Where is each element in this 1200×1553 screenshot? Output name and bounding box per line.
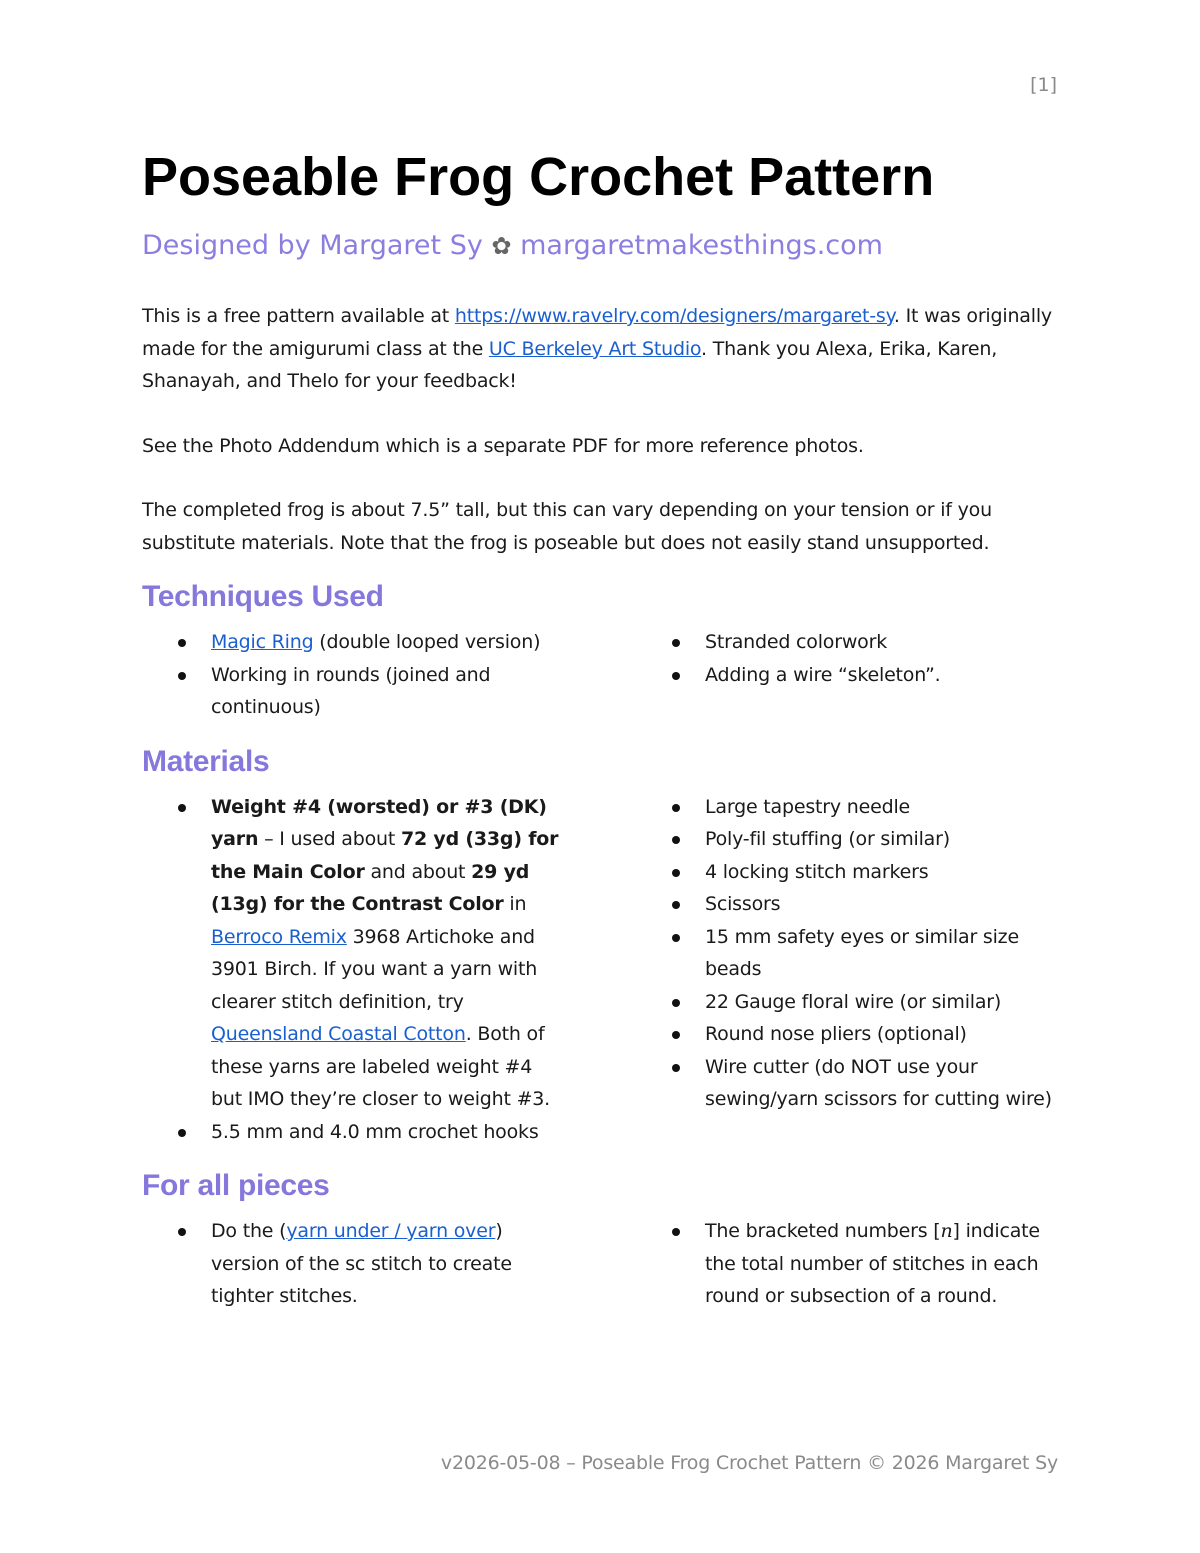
intro-text: . It was originally made for the amigurumi class at the [142,305,1052,360]
list-item [142,1116,561,1149]
bullet-icon [672,1228,680,1236]
list-item-text: Adding a wire “skeleton”. [705,663,941,686]
bullet-icon [672,1031,680,1039]
bullet-icon [672,672,680,680]
list-item-text: 4 locking stitch markers [705,860,929,883]
list-item [636,1215,1055,1313]
bullet-icon [672,804,680,812]
list-item-text: ) version of the sc stitch to create tighter stitches. [211,1220,512,1307]
contrast-color-amount: 29 yd (13g) for the Contrast Color [211,860,530,915]
list-item [636,626,1055,659]
list-item-text: Stranded colorwork [705,631,888,653]
list-item [142,791,566,1116]
photo-addendum-paragraph: See the Photo Addendum which is a separate PDF for more reference photos. [142,434,864,457]
list-item-text: Poly-fil stuffing (or similar) [705,828,950,850]
bullet-icon [672,901,680,909]
intro-paragraph [142,300,1060,398]
intro-text: . Thank you Alexa, Erika, Karen, Shanayah, and Thelo for your feedback! [142,337,998,392]
list-item [636,921,1055,986]
flower-icon: ✿ [491,232,512,260]
list-item-text: The bracketed numbers [ [705,1220,941,1242]
list-item [142,659,561,724]
size-paragraph: The completed frog is about 7.5” tall, but this can vary depending on your tension or if you substitute materials. Note that the frog is poseable but does not easily stand unsupported. [142,499,992,554]
list-item [636,986,1055,1019]
list-item-text: Large tapestry needle [705,795,911,818]
subtitle [142,226,1102,266]
list-item [636,1051,1055,1116]
yarn-weight-text: Weight #4 (worsted) or #3 (DK) yarn [211,795,547,850]
list-item-text: 22 Gauge floral wire (or similar) [705,990,1002,1013]
magic-ring-link[interactable]: Magic Ring [211,631,314,653]
all-pieces-heading: For all pieces [142,1169,330,1202]
bullet-icon [672,869,680,877]
footer-text: v2026-05-08 – Poseable Frog Crochet Pattern © 2026 Margaret Sy [440,1452,1058,1474]
list-item-text: and about [364,860,472,883]
list-item [636,1018,1055,1051]
list-item [142,626,561,659]
queensland-coastal-cotton-link[interactable]: Queensland Coastal Cotton [211,1023,466,1045]
bullet-icon [672,999,680,1007]
bullet-icon [178,639,186,647]
bullet-icon [178,804,186,812]
list-item [142,1215,531,1313]
materials-heading: Materials [142,744,270,778]
list-item-text: ] indicate the total number of stitches in each round or subsection of a round. [705,1220,1040,1307]
page-title: Poseable Frog Crochet Pattern [142,147,935,207]
website-text: margaretmakesthings.com [520,230,883,261]
list-item [636,823,1055,856]
list-item-text: Do the ( [211,1220,287,1242]
list-item-text: 5.5 mm and 4.0 mm crochet hooks [211,1120,539,1143]
list-item [636,888,1055,921]
materials-list-right [636,791,1060,1116]
bullet-icon [672,1064,680,1072]
techniques-list-right [636,626,1060,691]
bullet-icon [672,836,680,844]
designer-credit: Designed by Margaret Sy [142,230,483,261]
list-item [636,791,1055,824]
bullet-icon [672,934,680,942]
list-item-text: Scissors [705,893,781,915]
main-color-amount: 72 yd (33g) for the Main Color [211,828,559,883]
list-item-text: Working in rounds (joined and continuous) [211,663,491,718]
page-content [142,300,1060,1313]
list-item-text: 3968 Artichoke and 3901 Birch. If you want a yarn with clearer stitch definition, try [211,925,538,1013]
page-number: [1] [1030,74,1057,96]
all-pieces-columns [142,1215,1060,1313]
techniques-columns [142,626,1060,724]
materials-columns [142,791,1060,1149]
list-item-text: in [503,893,527,915]
bullet-icon [178,1129,186,1137]
bullet-icon [178,672,186,680]
list-item-text: 15 mm safety eyes or similar size beads [705,925,1019,980]
all-pieces-list-right [636,1215,1060,1313]
bullet-icon [178,1228,186,1236]
berroco-remix-link[interactable]: Berroco Remix [211,925,347,948]
list-item [636,659,1055,692]
intro-text: This is a free pattern available at [142,305,455,327]
list-item-text: . Both of these yarns are labeled weight #4 but IMO they’re closer to weight #3. [211,1023,551,1110]
all-pieces-list-left [142,1215,636,1313]
techniques-heading: Techniques Used [142,580,384,613]
list-item-text: – I used about [258,828,401,850]
list-item [636,856,1055,889]
yarn-under-yarn-over-link[interactable]: yarn under / yarn over [286,1220,496,1242]
list-item-text: Round nose pliers (optional) [705,1023,967,1045]
uc-berkeley-art-studio-link[interactable]: UC Berkeley Art Studio [488,337,702,360]
techniques-list-left [142,626,636,724]
materials-list-left [142,791,636,1149]
bullet-icon [672,639,680,647]
ravelry-link[interactable]: https://www.ravelry.com/designers/margaret-sy [454,305,894,327]
list-item-text: (double looped version) [313,631,541,653]
list-item-text: Wire cutter (do NOT use your sewing/yarn scissors for cutting wire) [705,1055,1052,1110]
variable-n: n [940,1220,953,1242]
